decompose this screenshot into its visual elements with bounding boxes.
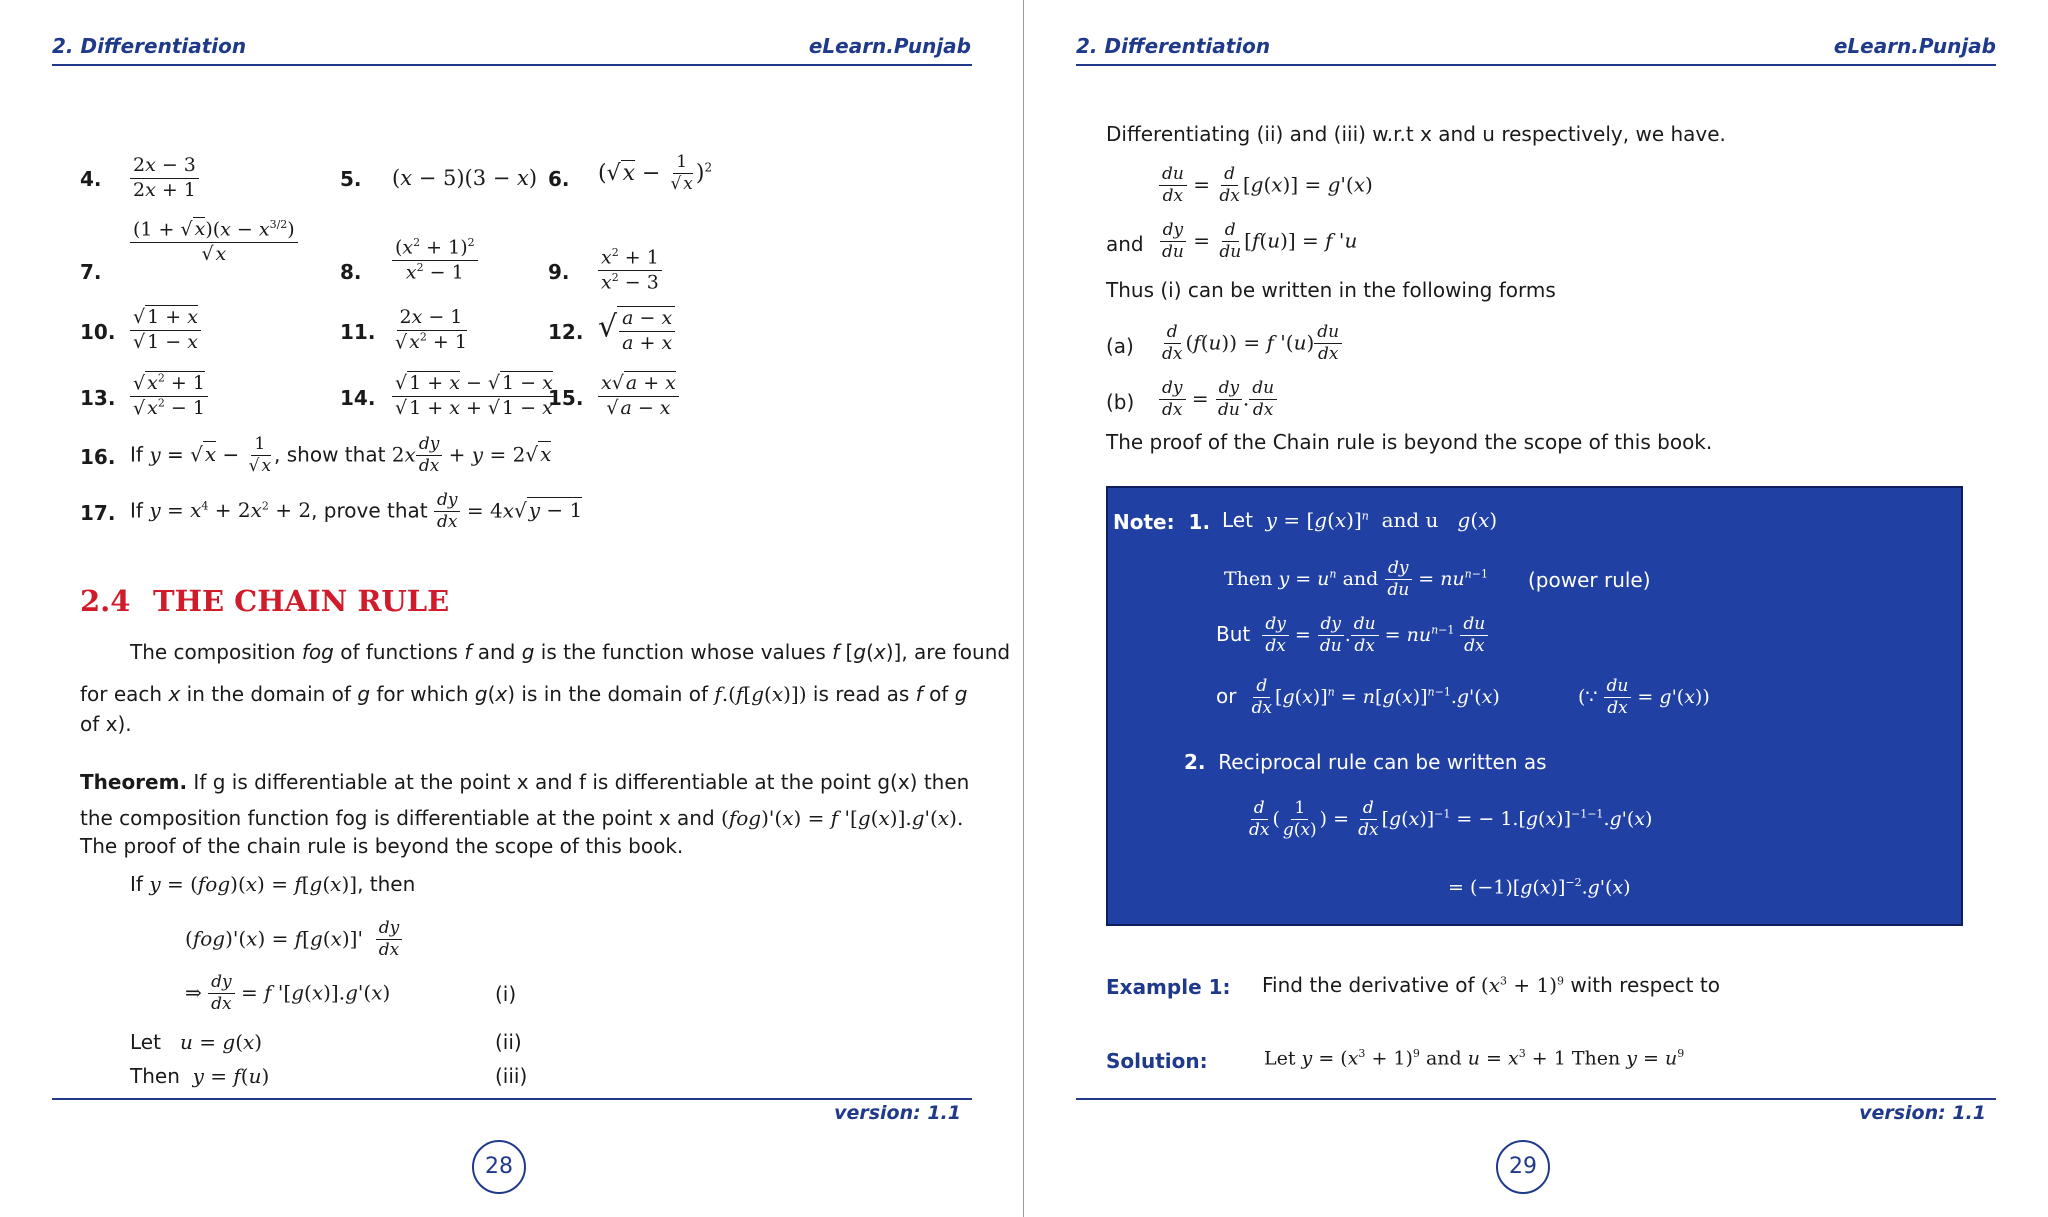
if-line: If y = (fog)(x) = f[g(x)], then xyxy=(130,872,416,896)
paragraph-line-3: of x). xyxy=(80,712,132,736)
exercise-7-expr: $\frac{(1 + √ x)(x - x^{3/2})}{√ x}$ xyxy=(130,218,298,267)
solution-line: Let $y = (x^3 + 1)^9$ and $u = x^3 + 1$ Then $y = u^9$ xyxy=(1264,1047,1685,1070)
exercise-number: 8. xyxy=(340,260,362,284)
exercise-4-expr: $\frac{2x - 3}{2x + 1}$ xyxy=(130,154,199,203)
exercise-number: 7. xyxy=(80,260,102,284)
du-dx-equation: $\frac{du}{dx}$ = $\frac{d}{dx}$ [g(x)] = g'(x) xyxy=(1159,164,1373,208)
exercise-15-expr: $\frac{x√ a + x}{√ a - x}$ xyxy=(598,372,679,421)
reciprocal-equation-1: $\frac{d}{dx}$ ( $\frac{1}{g(x)}$ ) = $\frac{d}{dx}$ $[g(x)]^{-1}$ = − $1.[g(x)]^{-1-1}.g'(x)$ xyxy=(1249,798,1653,841)
section-title: THE CHAIN RULE xyxy=(153,584,450,618)
exercise-6-expr: (√x − $\frac{1}{√ x}$ )$^2$ xyxy=(598,152,713,195)
footer-rule xyxy=(52,1098,972,1100)
exercise-11-expr: $\frac{2x - 1}{√ x^2 + 1}$ xyxy=(395,306,467,354)
note-because: (∵ $\frac{du}{dx}$ = g'(x)) xyxy=(1578,676,1710,719)
equation-label: (ii) xyxy=(495,1030,522,1054)
exercise-number: 12. xyxy=(548,320,584,344)
exercise-number: 5. xyxy=(340,167,362,191)
version-label: version: 1.1 xyxy=(1859,1102,1986,1124)
exercise-number: 9. xyxy=(548,260,570,284)
exercise-number: 15. xyxy=(548,386,584,410)
exercise-number: 14. xyxy=(340,386,376,410)
note-box xyxy=(1106,486,1963,926)
and-label: and xyxy=(1106,232,1144,256)
theorem-line-1: Theorem. If g is differentiable at the point x and f is differentiable at the point g(x) then xyxy=(80,770,970,794)
exercise-number: 10. xyxy=(80,320,116,344)
exercise-number: 11. xyxy=(340,320,376,344)
note-then-line: Then $y = u^n$ and $\frac{dy}{du}$ = $nu^{n-1}$ xyxy=(1224,558,1488,601)
equation-label: (i) xyxy=(495,982,517,1006)
example-text: Find the derivative of $(x^3 + 1)^9$ with respect to xyxy=(1262,973,1720,997)
q16-mid: , show that xyxy=(274,442,386,467)
q17-if: If xyxy=(130,498,143,523)
paragraph-line-1: The composition fog of functions f and g is the function whose values f [g(x)], are found xyxy=(130,640,1011,664)
brand-header: eLearn.Punjab xyxy=(1833,34,1996,58)
note-but-line: But $\frac{dy}{dx}$ = $\frac{dy}{du}$ . $\frac{du}{dx}$ = $nu^{n-1}$ $\frac{du}{dx}$ xyxy=(1216,614,1488,658)
version-label: version: 1.1 xyxy=(834,1102,961,1124)
exercise-13-expr: $\frac{√ x^2 + 1}{√ x^2 - 1}$ xyxy=(130,372,208,421)
section-number: 2.4 xyxy=(80,584,131,618)
exercise-number: 16. xyxy=(80,445,116,469)
derivative-line-2: ⇒ $\frac{dy}{dx}$ = f '[g(x)].g'(x) xyxy=(185,972,391,1015)
exercise-14-expr: $\frac{√ 1 + x - √ 1 - x}{√ 1 + x + √ 1 - x}$ xyxy=(392,372,556,421)
page-number: 28 xyxy=(472,1140,526,1194)
header-rule xyxy=(1076,64,1996,66)
power-rule-label: (power rule) xyxy=(1528,568,1651,592)
theorem-line-3: The proof of the chain rule is beyond the scope of this book. xyxy=(80,834,684,858)
form-b-equation: $\frac{dy}{dx}$ = $\frac{dy}{du}$ . $\frac{du}{dx}$ xyxy=(1159,378,1277,422)
exercise-10-expr: $\frac{√ 1 + x}{√ 1 - x}$ xyxy=(130,306,201,355)
chapter-header: 2. Differentiation xyxy=(52,34,247,58)
exercise-number: 13. xyxy=(80,386,116,410)
exercise-12-expr: √ $\frac{a - x}{a + x}$ xyxy=(598,306,675,356)
q16-if: If xyxy=(130,442,143,467)
exercise-number: 17. xyxy=(80,501,116,525)
solution-label: Solution: xyxy=(1106,1049,1208,1073)
note-2-line: 2. Reciprocal rule can be written as xyxy=(1184,750,1547,774)
brand-header: eLearn.Punjab xyxy=(808,34,971,58)
exercise-9-expr: $\frac{x^2 + 1}{x^2 - 3}$ xyxy=(598,246,662,295)
exercise-17: If $y = x^4 + 2x^2 + 2$, prove that $\frac{dy}{dx}$ = 4x√ y − 1 xyxy=(130,490,583,533)
page-number: 29 xyxy=(1496,1140,1550,1194)
note-label: Note: 1. xyxy=(1113,510,1211,534)
header-rule xyxy=(52,64,972,66)
form-b-label: (b) xyxy=(1106,390,1135,414)
exercise-8-expr: $\frac{(x^2 + 1)^2}{x^2 - 1}$ xyxy=(392,236,478,285)
paragraph-line-2: for each x in the domain of g for which g(x) is in the domain of f.(f[g(x)]) is read as f of g xyxy=(80,682,968,706)
intro-text: Differentiating (ii) and (iii) w.r.t x and u respectively, we have. xyxy=(1106,122,1726,146)
example-label: Example 1: xyxy=(1106,975,1231,999)
chapter-header: 2. Differentiation xyxy=(1076,34,1271,58)
equation-label: (iii) xyxy=(495,1064,528,1088)
reciprocal-equation-2: = $(-1)[g(x)]^{-2}.g'(x)$ xyxy=(1448,876,1631,899)
let-line: Let u = g(x) xyxy=(130,1030,263,1054)
exercise-number: 4. xyxy=(80,167,102,191)
thus-text: Thus (i) can be written in the following forms xyxy=(1106,278,1556,302)
form-a-label: (a) xyxy=(1106,334,1134,358)
form-a-equation: $\frac{d}{dx}$ (f(u)) = f '(u) $\frac{du}{dx}$ xyxy=(1159,322,1342,366)
note-or-line: or $\frac{d}{dx}$ $[g(x)]^n = n[g(x)]^{n-1}.g'(x)$ xyxy=(1216,676,1500,719)
footer-rule xyxy=(1076,1098,1996,1100)
dy-du-equation: $\frac{dy}{du}$ = $\frac{d}{du}$ [f(u)] = f 'u xyxy=(1159,220,1357,264)
note-let-line: Let $y = [g(x)]^n$ and u g(x) xyxy=(1222,508,1498,532)
exercise-16: If y = √ x − $\frac{1}{√ x}$ , show that 2x $\frac{dy}{dx}$ + y = 2√ x xyxy=(130,434,552,477)
derivative-line-1: (fog)'(x) = f[g(x)]' $\frac{dy}{dx}$ xyxy=(185,918,402,962)
proof-text: The proof of the Chain rule is beyond the scope of this book. xyxy=(1106,430,1713,454)
then-line: Then y = f(u) xyxy=(130,1064,270,1088)
theorem-line-2: the composition function fog is differentiable at the point x and (fog)'(x) = f '[g(x)].g'(x). xyxy=(80,806,964,830)
exercise-number: 6. xyxy=(548,167,570,191)
exercise-5-expr: (x − 5)(3 − x) xyxy=(392,166,538,190)
q17-mid: , prove that xyxy=(311,498,428,523)
